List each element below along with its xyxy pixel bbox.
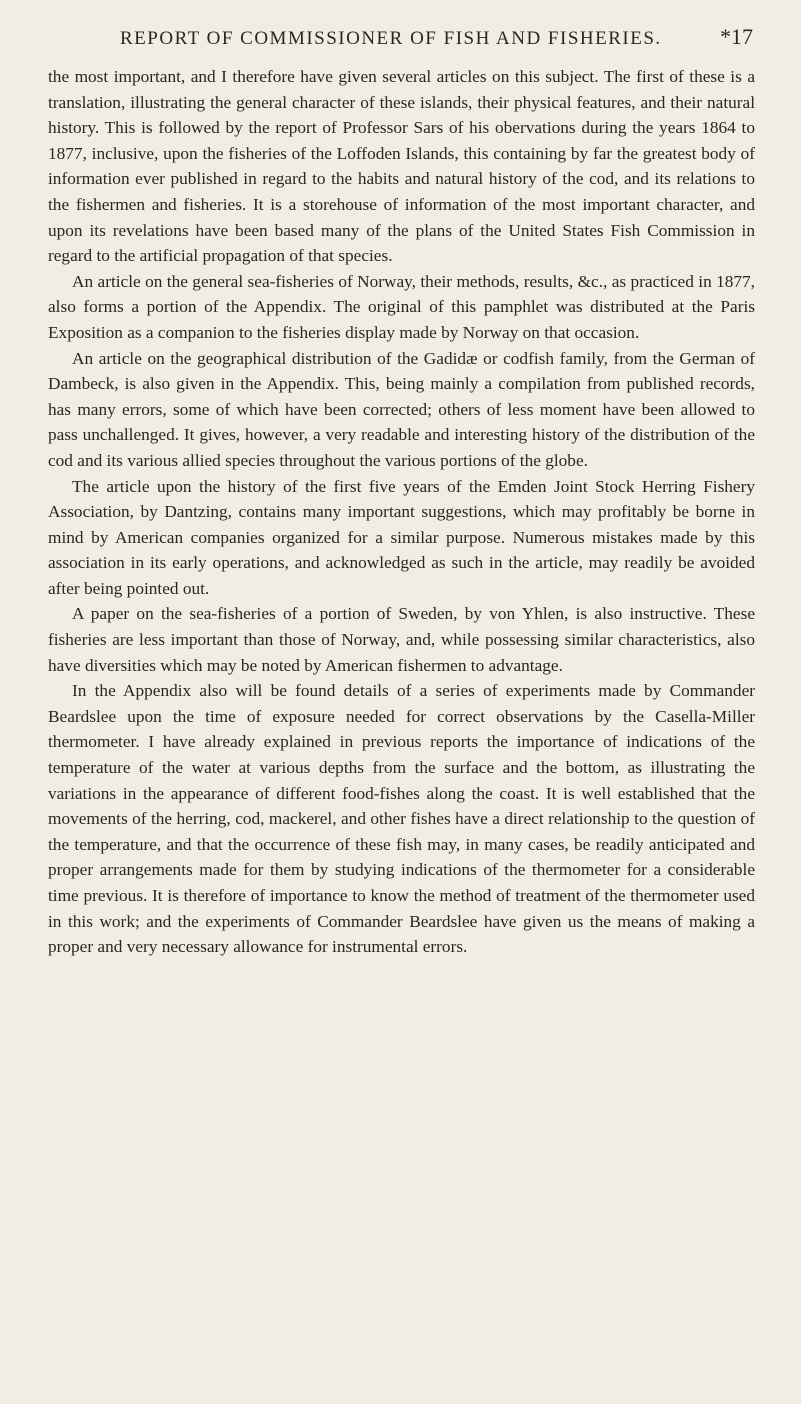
paragraph-emden-herring: The article upon the history of the first five years of the Emden Joint Stock Herring Fishery Association, by Dantzing, contains many important suggestions, which may profitably be borne in mind by American companies organized for a similar purpose. Numerous mistakes made by this association in its early operations, and acknowledged as such in the article, may readily be avoided after being pointed out.: [48, 476, 755, 598]
body-text: [48, 64, 755, 960]
running-header: [48, 24, 755, 58]
paragraph-islands-sars: the most important, and I therefore have given several articles on this subject. The first of these is a translation, illustrating the general character of these islands, their physical features, and their natural history. This is followed by the report of Professor Sars of his obervations during the years 1864 to 1877, inclusive, upon the fisheries of the Loffoden Islands, this containing by far the greatest body of information ever published in regard to the habits and natural history of the cod, and its relations to the fishermen and fisheries. It is a storehouse of information of the most important character, and upon its revelations have been based many of the plans of the United States Fish Commission in regard to the artificial propagation of that species.: [48, 67, 755, 266]
paragraph-gadidae-distribution: An article on the geographical distribution of the Gadidæ or codfish family, from the German of Dambeck, is also given in the Appendix. This, being mainly a compilation from published records, has many errors, some of which have been corrected; others of less moment have been allowed to pass unchallenged. It gives, however, a very readable and interesting history of the distribution of the cod and its various allied species throughout the various portions of the globe.: [48, 348, 755, 470]
paragraph-norway-sea-fisheries: An article on the general sea-fisheries of Norway, their methods, results, &c., as practiced in 1877, also forms a portion of the Appendix. The original of this pamphlet was distributed at the Paris Exposition as a companion to the fisheries display made by Norway on that occasion.: [48, 271, 755, 342]
page-number: *17: [720, 24, 753, 49]
paragraph-thermometer-experiments: In the Appendix also will be found details of a series of experiments made by Commander Beardslee upon the time of exposure needed for correct observations by the Casella-Miller thermometer. I have already explained in previous reports the importance of indications of the temperature of the water at various depths from the surface and the bottom, as illustrating the variations in the appearance of different food-fishes along the coast. It is well established that the movements of the herring, cod, mackerel, and other fishes have a direct relationship to the question of the temperature, and that the occurrence of these fish may, in many cases, be readily anticipated and proper arrangements made for them by studying indications of the thermometer for a considerable time previous. It is therefore of importance to know the method of treatment of the thermometer used in this work; and the experiments of Commander Beardslee have given us the means of making a proper and very necessary allowance for instrumental errors.: [48, 681, 755, 957]
paragraph-sweden-fisheries: A paper on the sea-fisheries of a portion of Sweden, by von Yhlen, is also instructive. These fisheries are less important than those of Norway, and, while possessing similar characteristics, also have diversities which may be noted by American fishermen to advantage.: [48, 604, 755, 675]
running-title: REPORT OF COMMISSIONER OF FISH AND FISHERIES.: [120, 28, 662, 49]
